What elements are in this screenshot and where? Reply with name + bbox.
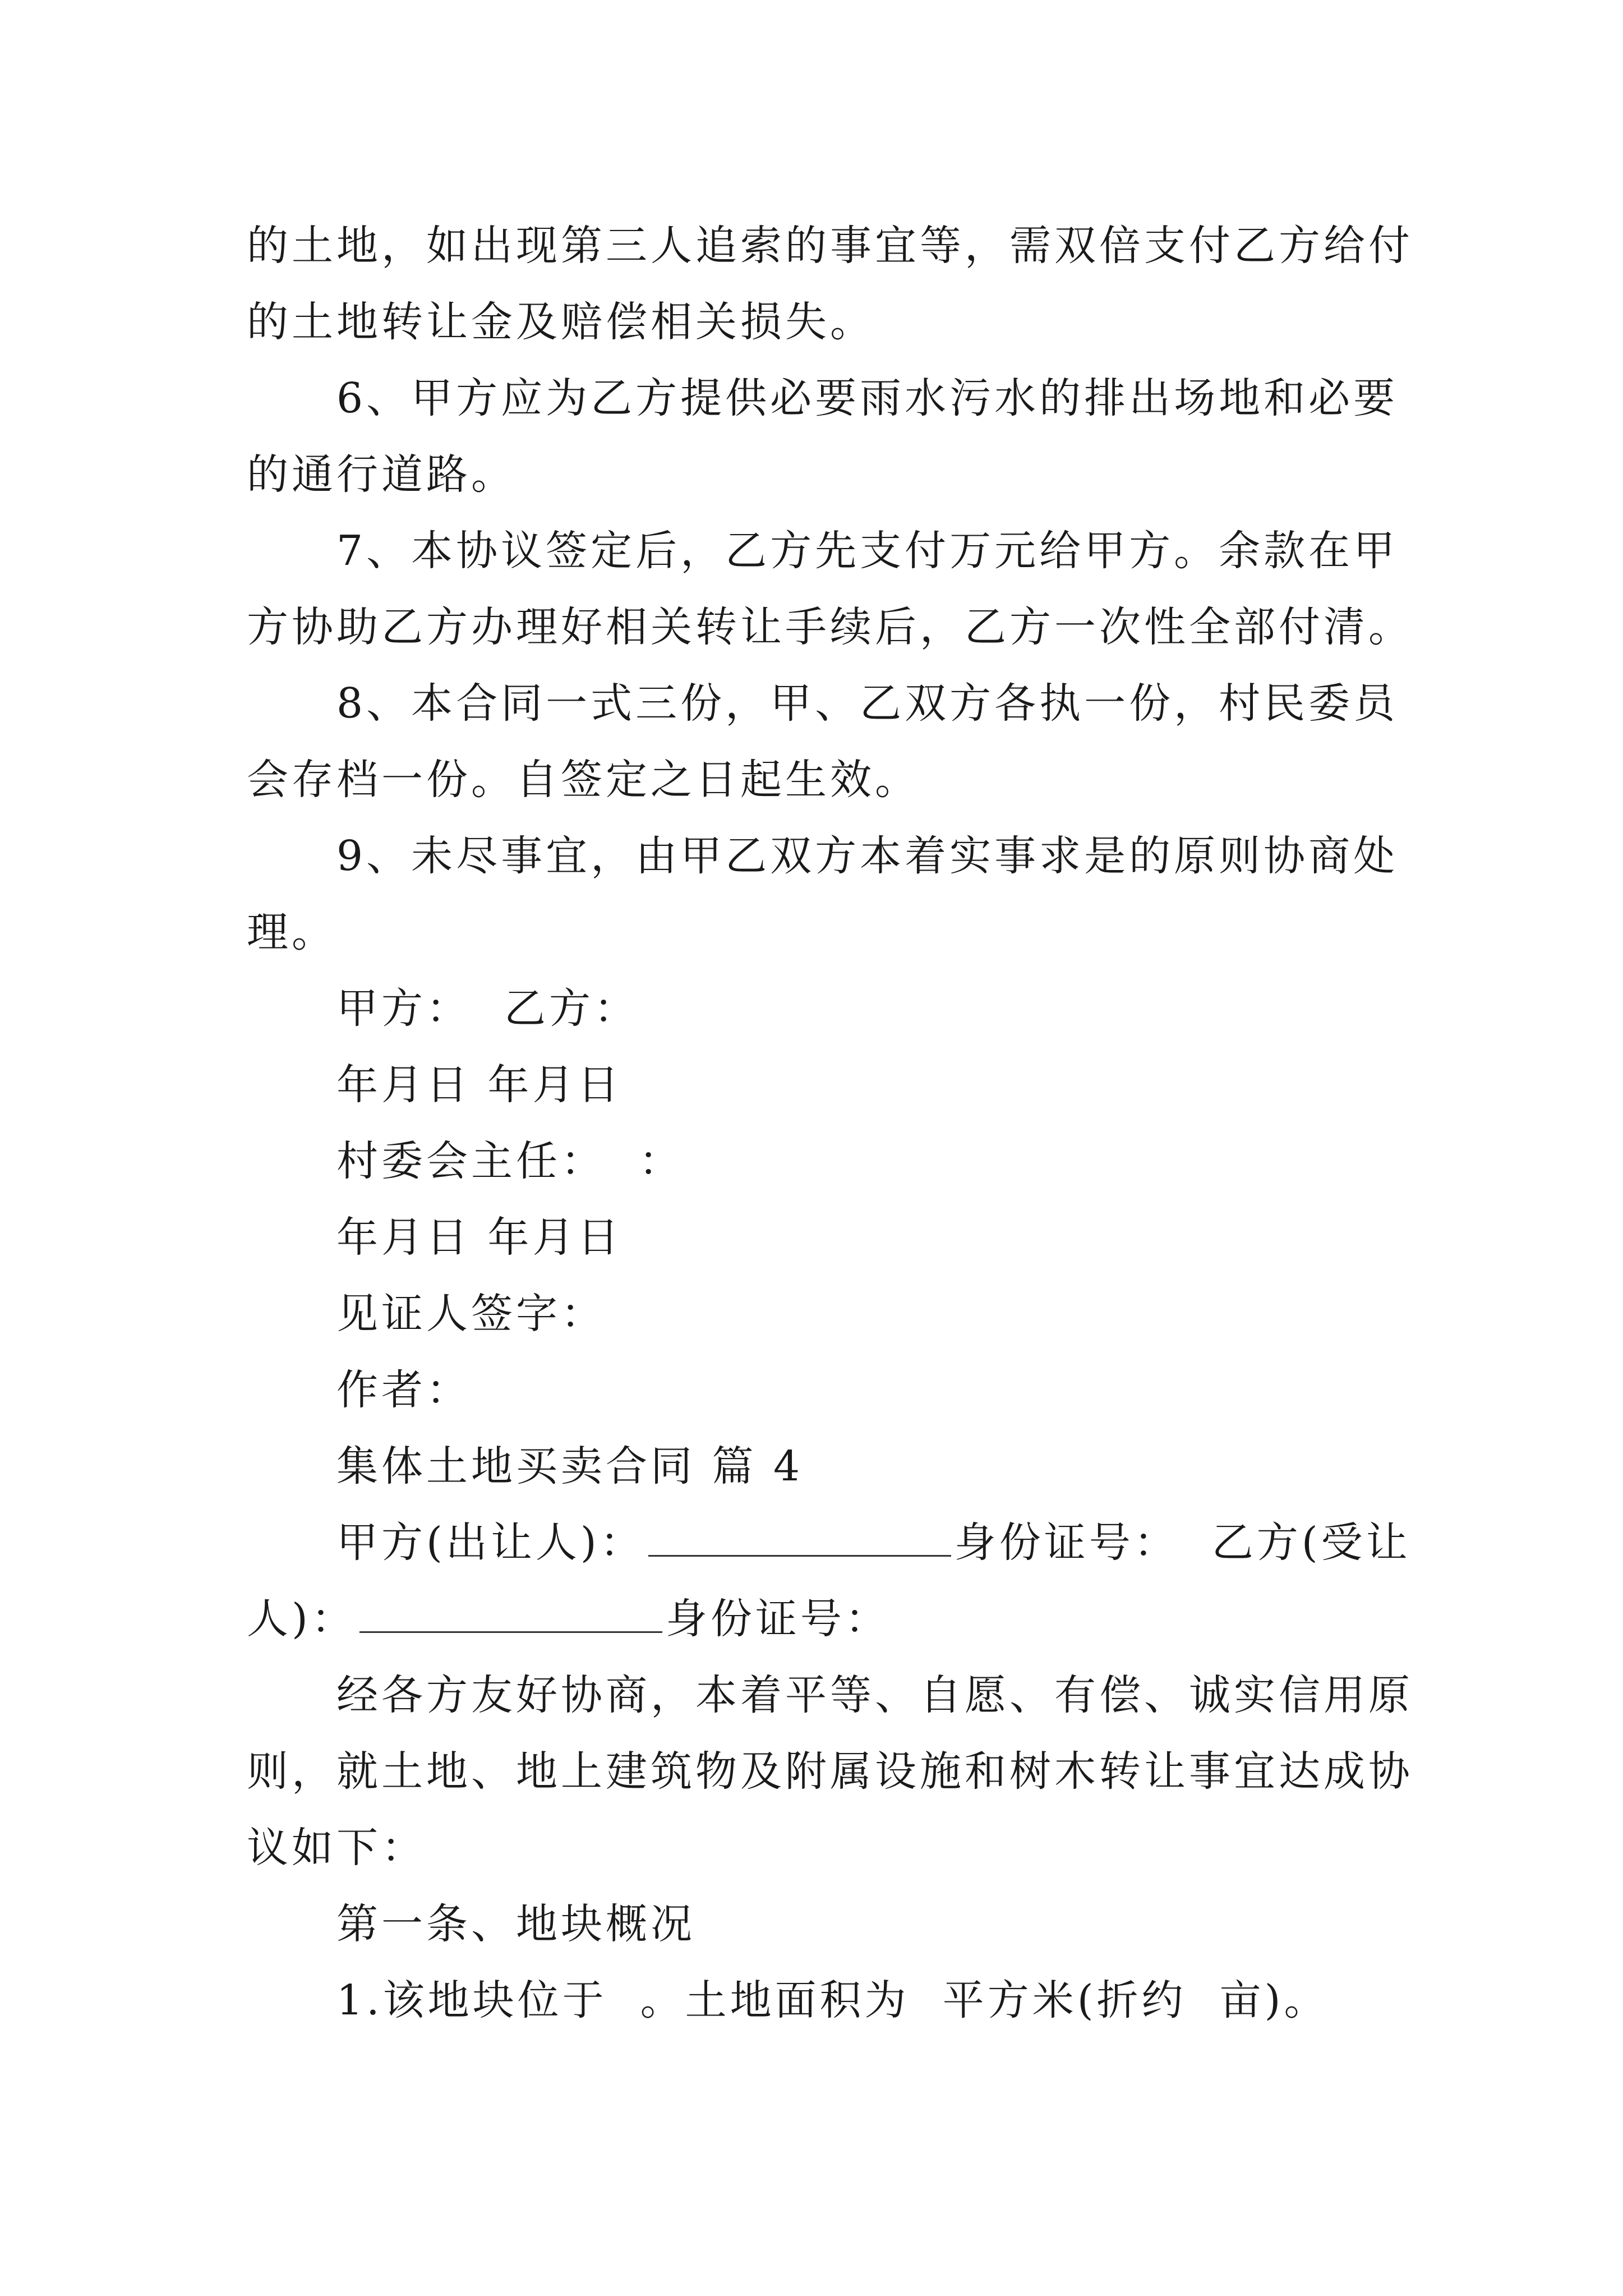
- text-line: 的通行道路。: [247, 450, 516, 499]
- signature-parties: 甲方： 乙方：: [336, 984, 639, 1033]
- clause-6: 6、甲方应为乙方提供必要雨水污水的排出场地和必要: [336, 374, 1399, 422]
- text-line: 的土地，如出现第三人追索的事宜等，需双倍支付乙方给付: [247, 222, 1413, 270]
- clause-8: 8、本合同一式三份，甲、乙双方各执一份，村民委员: [336, 679, 1399, 728]
- text-line: 议如下：: [247, 1824, 426, 1872]
- village-committee-director: 村委会主任： ：: [336, 1137, 684, 1185]
- signature-dates: 年月日 年月日: [336, 1213, 623, 1262]
- article-1-item-1: 1.该地块位于 。土地面积为 平方米(折约 亩)。: [336, 1976, 1329, 2024]
- clause-9: 9、未尽事宜，由甲乙双方本着实事求是的原则协商处: [336, 832, 1399, 880]
- section-heading: 集体土地买卖合同 篇 4: [336, 1442, 804, 1490]
- id-number-label: 身份证号：: [665, 1595, 890, 1643]
- signature-dates: 年月日 年月日: [336, 1061, 623, 1109]
- text-line: 会存档一份。自签定之日起生效。: [247, 756, 920, 804]
- text-line: 方协助乙方办理好相关转让手续后，乙方一次性全部付清。: [247, 603, 1413, 651]
- party-b-line: [247, 1581, 1385, 1657]
- party-a-line: [247, 1504, 1411, 1581]
- author-line: 作者：: [336, 1366, 471, 1414]
- text-line: 则，就土地、地上建筑物及附属设施和树木转让事宜达成协: [247, 1747, 1413, 1796]
- fill-in-blank: [359, 1627, 662, 1633]
- party-a-label: 甲方(出让人)：: [336, 1519, 645, 1567]
- id-number-label: 身份证号： 乙方(受让: [954, 1519, 1411, 1567]
- document-body: [247, 208, 1413, 2039]
- article-1-heading: 第一条、地块概况: [336, 1900, 695, 1948]
- text-line: 的土地转让金及赔偿相关损失。: [247, 298, 875, 346]
- preamble: 经各方友好协商，本着平等、自愿、有偿、诚实信用原: [336, 1671, 1413, 1719]
- fill-in-blank: [648, 1550, 951, 1557]
- party-b-label: 人)：: [247, 1595, 356, 1643]
- witness-signature: 见证人签字：: [336, 1290, 606, 1338]
- clause-7: 7、本协议签定后，乙方先支付万元给甲方。余款在甲: [336, 527, 1399, 575]
- text-line: 理。: [247, 908, 336, 956]
